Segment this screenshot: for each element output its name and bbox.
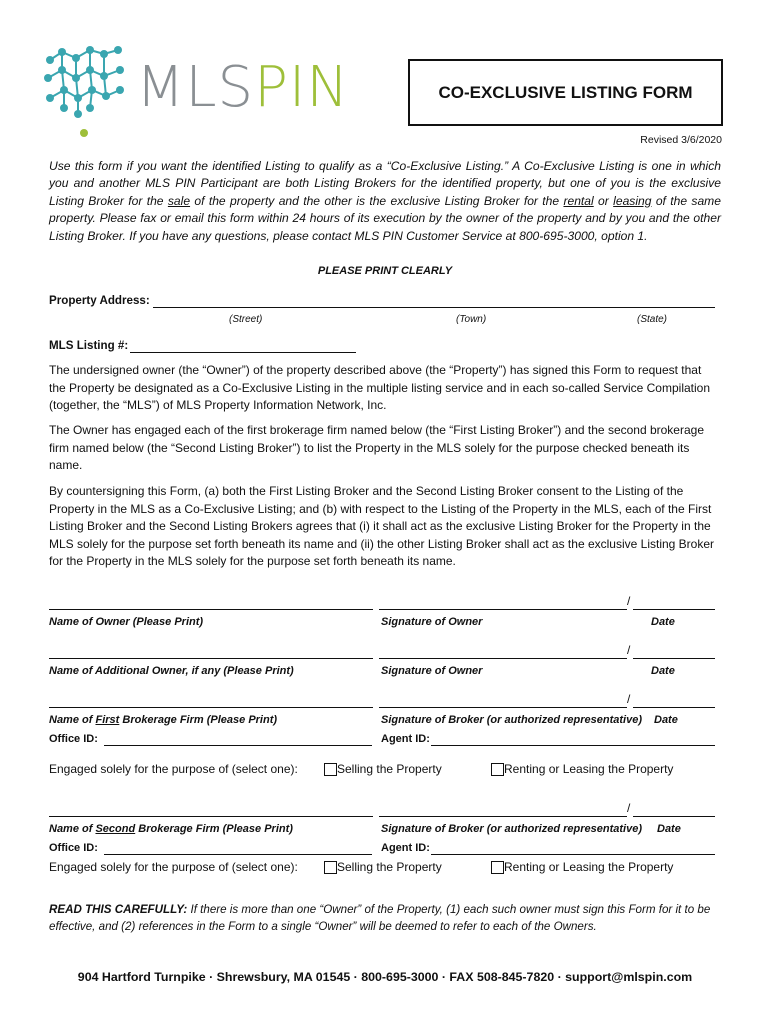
first-agent-id-field[interactable] bbox=[431, 745, 715, 746]
logo-mls-text: MLS bbox=[136, 55, 255, 120]
second-broker-signature-field[interactable] bbox=[379, 816, 627, 817]
intro-sale: sale bbox=[167, 193, 191, 208]
first-brokerage-name-field[interactable] bbox=[49, 707, 373, 708]
second-agent-id-label: Agent ID: bbox=[381, 842, 430, 854]
first-broker-signature-label: Signature of Broker (or authorized representative) bbox=[381, 714, 642, 726]
paragraph-2: The Owner has engaged each of the first brokerage firm named below (the “First Listing Broker”) and the second brokerage firm named below (the “Second Listing Broker”) to list the Property in the MLS solely for the purpose checked beneath its name. bbox=[49, 423, 705, 473]
first-office-id-label: Office ID: bbox=[49, 733, 98, 745]
second-label-post: Brokerage Firm (Please Print) bbox=[135, 823, 293, 835]
logo-pin-text: PIN bbox=[254, 55, 350, 120]
read-carefully-notice bbox=[49, 901, 721, 935]
additional-owner-signature-field[interactable] bbox=[379, 658, 627, 659]
owner-date-label: Date bbox=[651, 616, 675, 628]
first-renting-option[interactable] bbox=[491, 762, 673, 776]
first-selling-option[interactable] bbox=[324, 762, 442, 776]
read-carefully-text: If there is more than one “Owner” of the Property, (1) each such owner must sign this Form for it to be effective, and (2) references in the Form to a single “Owner” will be deemed to refer to each of the Owners. bbox=[49, 903, 711, 933]
first-label-post: Brokerage Firm (Please Print) bbox=[119, 714, 278, 726]
second-brokerage-name-label bbox=[49, 823, 293, 835]
first-office-id-field[interactable] bbox=[104, 745, 372, 746]
first-selling-label: Selling the Property bbox=[337, 762, 442, 776]
owner-date-field[interactable] bbox=[633, 609, 715, 610]
second-renting-label: Renting or Leasing the Property bbox=[504, 860, 674, 874]
owner-signature-field[interactable] bbox=[379, 609, 627, 610]
second-office-id-field[interactable] bbox=[104, 854, 372, 855]
intro-part3: of the same property. Please fax or email this form within 24 hours of its execution by the owner of the property and by you and the other Listing Broker. If you have any questions, please contact MLS PIN Customer Service at 800-695-3000, option 1. bbox=[49, 193, 721, 243]
second-broker-date-field[interactable] bbox=[633, 816, 715, 817]
form-title: CO-EXCLUSIVE LISTING FORM bbox=[408, 59, 723, 126]
second-agent-id-field[interactable] bbox=[431, 854, 715, 855]
first-renting-checkbox[interactable] bbox=[491, 763, 504, 776]
additional-owner-name-label: Name of Additional Owner, if any (Please Print) bbox=[49, 665, 294, 677]
additional-owner-name-field[interactable] bbox=[49, 658, 373, 659]
additional-owner-signature-label: Signature of Owner bbox=[381, 665, 483, 677]
second-brokerage-name-field[interactable] bbox=[49, 816, 373, 817]
state-caption: (State) bbox=[637, 314, 668, 325]
second-renting-checkbox[interactable] bbox=[491, 861, 504, 874]
first-broker-date-field[interactable] bbox=[633, 707, 715, 708]
footer-contact: 904 Hartford Turnpike · Shrewsbury, MA 01545 · 800-695-3000 · FAX 508-845-7820 · support@mlspin.com bbox=[77, 970, 693, 984]
revised-date: Revised 3/6/2020 bbox=[640, 134, 722, 146]
date-slash: / bbox=[627, 643, 631, 657]
intro-leasing: leasing bbox=[613, 193, 652, 208]
first-label-pre: Name of bbox=[49, 714, 96, 726]
intro-part2: of the property and the other is the exclusive Listing Broker for the bbox=[190, 193, 564, 208]
first-broker-date-label: Date bbox=[654, 714, 678, 726]
second-label-word: Second bbox=[95, 823, 136, 835]
mls-listing-label: MLS Listing #: bbox=[49, 339, 129, 352]
read-carefully-heading: READ THIS CAREFULLY: bbox=[49, 903, 188, 916]
second-label-pre: Name of bbox=[49, 823, 96, 835]
second-renting-option[interactable] bbox=[491, 860, 673, 874]
first-engaged-label: Engaged solely for the purpose of (select one): bbox=[49, 762, 298, 776]
owner-name-label: Name of Owner (Please Print) bbox=[49, 616, 204, 628]
additional-owner-date-label: Date bbox=[651, 665, 675, 677]
first-brokerage-name-label bbox=[49, 714, 277, 726]
paragraph-3: By countersigning this Form, (a) both the First Listing Broker and the Second Listing Broker consent to the Listing of the Property in the MLS as a Co-Exclusive Listing; and (b) with respect to the Listing of the Property in the MLS, each of the First Listing Broker and the Second Listing Brokers agrees that (i) it shall act as the exclusive Listing Broker for the Property in the MLS solely for the purpose set forth beneath its name and (ii) the other Listing Broker shall act as the exclusive Listing Broker for the Property in the MLS solely for the purpose set forth beneath its name. bbox=[49, 484, 715, 569]
intro-or: or bbox=[593, 193, 614, 208]
owner-signature-label: Signature of Owner bbox=[381, 616, 483, 628]
print-clearly-heading: PLEASE PRINT CLEARLY bbox=[317, 265, 453, 277]
intro-text bbox=[49, 158, 721, 245]
second-selling-option[interactable] bbox=[324, 860, 442, 874]
date-slash: / bbox=[627, 692, 631, 706]
first-label-word: First bbox=[95, 714, 120, 726]
property-address-label: Property Address: bbox=[49, 294, 150, 307]
mls-listing-field[interactable] bbox=[130, 352, 356, 353]
intro-part1: Use this form if you want the identified Listing to qualify as a “Co-Exclusive Listing.” A Co-Exclusive Listing is one in which you and another MLS PIN Participant are both Listing Brokers for the identified property, but one of you is the exclusive Listing Broker for the bbox=[49, 159, 721, 208]
mls-pin-logo-icon bbox=[42, 44, 132, 140]
first-selling-checkbox[interactable] bbox=[324, 763, 337, 776]
owner-name-field[interactable] bbox=[49, 609, 373, 610]
additional-owner-date-field[interactable] bbox=[633, 658, 715, 659]
first-agent-id-label: Agent ID: bbox=[381, 733, 430, 745]
logo-wordmark bbox=[136, 55, 350, 120]
second-office-id-label: Office ID: bbox=[49, 842, 98, 854]
street-caption: (Street) bbox=[229, 314, 263, 325]
date-slash: / bbox=[627, 801, 631, 815]
date-slash: / bbox=[627, 594, 631, 608]
intro-rental: rental bbox=[563, 193, 594, 208]
first-renting-label: Renting or Leasing the Property bbox=[504, 762, 674, 776]
property-address-field[interactable] bbox=[153, 307, 715, 308]
second-engaged-label: Engaged solely for the purpose of (select one): bbox=[49, 860, 298, 874]
town-caption: (Town) bbox=[456, 314, 487, 325]
second-selling-label: Selling the Property bbox=[337, 860, 442, 874]
second-selling-checkbox[interactable] bbox=[324, 861, 337, 874]
second-broker-date-label: Date bbox=[657, 823, 681, 835]
paragraph-1: The undersigned owner (the “Owner”) of the property described above (the “Property”) has signed this Form to request that the Property be designated as a Co-Exclusive Listing in the multiple listing service and in each so-called Service Compilation (together, the “MLS”) of MLS Property Information Network, Inc. bbox=[49, 363, 711, 413]
second-broker-signature-label: Signature of Broker (or authorized representative) bbox=[381, 823, 642, 835]
first-broker-signature-field[interactable] bbox=[379, 707, 627, 708]
